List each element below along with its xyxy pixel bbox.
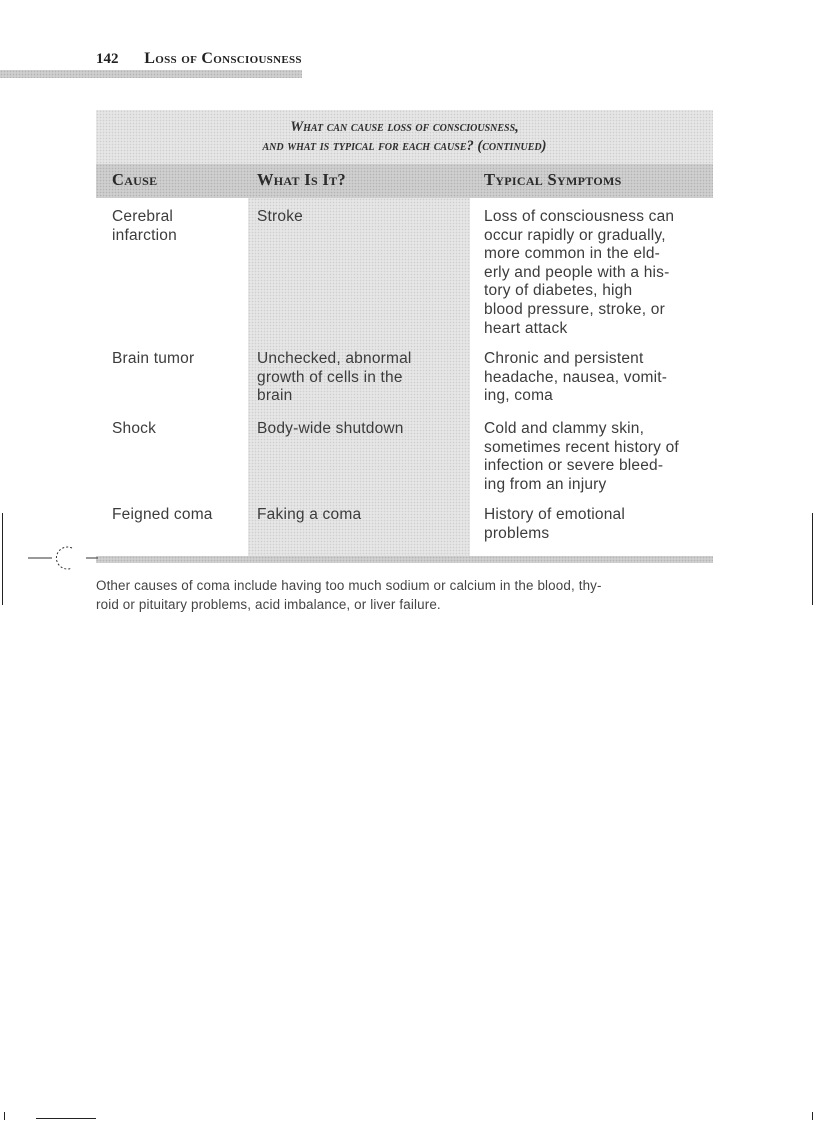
- cell-symptoms-line: problems: [484, 524, 550, 542]
- crop-mark-corner-right: [812, 1112, 813, 1120]
- caption-line-2: and what is typical for each cause? (continued): [262, 138, 547, 154]
- cell-symptoms-line: erly and people with a his-: [484, 263, 670, 281]
- cell-what: [257, 350, 462, 406]
- cell-what-line: Unchecked, abnormal: [257, 350, 412, 367]
- cell-symptoms-line: blood pressure, stroke, or: [484, 300, 665, 318]
- cell-what-line: growth of cells in the: [257, 368, 403, 386]
- table-header-row: [96, 164, 713, 198]
- caption-line-1: What can cause loss of consciousness,: [290, 119, 519, 135]
- cell-cause: [112, 506, 242, 525]
- cell-what: [257, 420, 462, 439]
- cell-what-line: Body-wide shutdown: [257, 420, 404, 437]
- cell-what-line: Stroke: [257, 208, 303, 225]
- causes-table: [96, 110, 713, 563]
- cell-cause: [112, 350, 242, 369]
- column-header-symptoms: Typical Symptoms: [484, 170, 622, 189]
- cell-symptoms-line: headache, nausea, vomit-: [484, 368, 668, 386]
- crop-mark-right: [812, 513, 813, 605]
- cell-symptoms: [484, 350, 709, 406]
- cell-symptoms: [484, 208, 709, 338]
- footnote-line-1: Other causes of coma include having too much sodium or calcium in the blood, thy-: [96, 578, 602, 593]
- crop-mark-left: [2, 513, 3, 605]
- cell-symptoms-line: Loss of consciousness can: [484, 208, 675, 225]
- cell-cause-line: Feigned coma: [112, 506, 213, 523]
- crop-mark-corner-left: [4, 1112, 5, 1120]
- cell-cause-line: Shock: [112, 420, 157, 437]
- running-header: [96, 50, 302, 68]
- cell-symptoms-line: History of emotional: [484, 506, 625, 523]
- cell-symptoms-line: ing from an injury: [484, 475, 607, 493]
- table-bottom-rule: [96, 556, 713, 563]
- cell-symptoms-line: tory of diabetes, high: [484, 282, 633, 300]
- table-caption: [96, 110, 713, 164]
- cell-what: [257, 506, 462, 525]
- running-head-title: Loss of Consciousness: [144, 50, 302, 67]
- registration-mark: [28, 544, 98, 572]
- cell-symptoms: [484, 506, 709, 543]
- cell-symptoms-line: heart attack: [484, 319, 568, 337]
- cell-symptoms-line: ing, coma: [484, 387, 553, 405]
- cell-symptoms-line: more common in the eld-: [484, 245, 661, 263]
- column-header-what: What Is It?: [257, 170, 346, 189]
- cell-symptoms-line: Chronic and persistent: [484, 350, 644, 367]
- cell-symptoms-line: infection or severe bleed-: [484, 457, 664, 475]
- cell-cause-line: Cerebral: [112, 208, 174, 225]
- cell-symptoms-line: occur rapidly or gradually,: [484, 226, 666, 244]
- page-number: 142: [96, 51, 119, 67]
- cell-cause-line: infarction: [112, 226, 177, 244]
- cell-cause: [112, 420, 242, 439]
- footnote: [96, 577, 716, 614]
- crop-mark-bottom-left: [36, 1118, 96, 1119]
- cell-cause-line: Brain tumor: [112, 350, 195, 367]
- cell-what: [257, 208, 462, 227]
- cell-cause: [112, 208, 242, 245]
- cell-symptoms: [484, 420, 709, 494]
- footnote-line-2: roid or pituitary problems, acid imbalance, or liver failure.: [96, 596, 441, 612]
- cell-symptoms-line: Cold and clammy skin,: [484, 420, 645, 437]
- column-header-cause: Cause: [112, 170, 158, 189]
- cell-symptoms-line: sometimes recent history of: [484, 438, 679, 456]
- cell-what-line: brain: [257, 387, 293, 405]
- header-rule: [0, 70, 302, 78]
- cell-what-line: Faking a coma: [257, 506, 362, 523]
